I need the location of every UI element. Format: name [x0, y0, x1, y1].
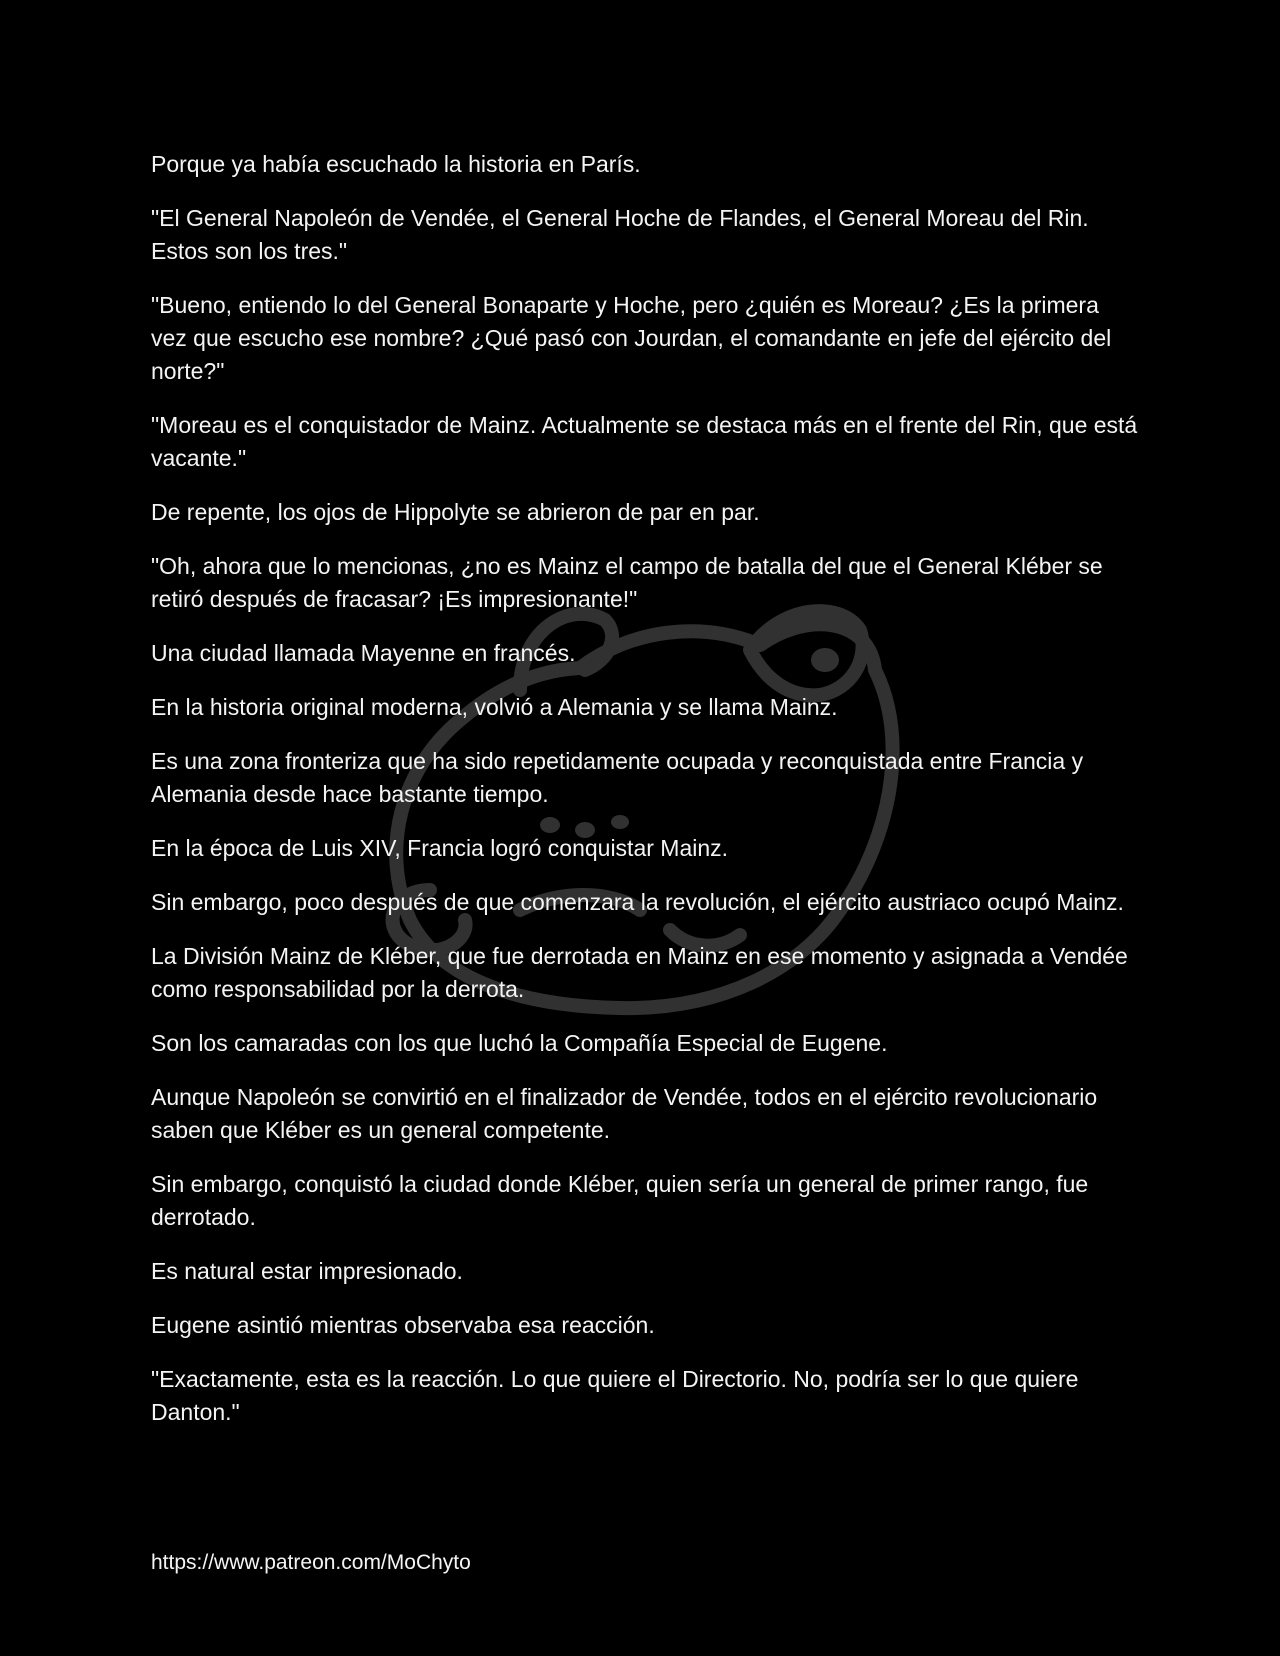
paragraph: La División Mainz de Kléber, que fue derrotada en Mainz en ese momento y asignada a Vendée como responsabilidad por la derrota. — [151, 943, 1128, 1002]
paragraph: Es una zona fronteriza que ha sido repetidamente ocupada y reconquistada entre Francia y Alemania desde hace bastante tiempo. — [151, 748, 1084, 807]
paragraph: "Bueno, entiendo lo del General Bonaparte y Hoche, pero ¿quién es Moreau? ¿Es la primera vez que escucho ese nombre? ¿Qué pasó con Jourdan, el comandante en jefe del ejército del norte?" — [151, 292, 1112, 384]
paragraph: De repente, los ojos de Hippolyte se abrieron de par en par. — [151, 499, 760, 525]
paragraph: En la época de Luis XIV, Francia logró conquistar Mainz. — [151, 835, 729, 861]
paragraph: "Oh, ahora que lo mencionas, ¿no es Mainz el campo de batalla del que el General Kléber se retiró después de fracasar? ¡Es impresionante!" — [151, 553, 1103, 612]
paragraph: Porque ya había escuchado la historia en París. — [151, 151, 641, 177]
paragraph: "Exactamente, esta es la reacción. Lo que quiere el Directorio. No, podría ser lo que quiere Danton." — [151, 1366, 1079, 1425]
paragraph: Aunque Napoleón se convirtió en el finalizador de Vendée, todos en el ejército revolucionario saben que Kléber es un general competente. — [151, 1084, 1098, 1143]
paragraph: Es natural estar impresionado. — [151, 1258, 463, 1284]
paragraph: Sin embargo, poco después de que comenzara la revolución, el ejército austriaco ocupó Mainz. — [151, 889, 1124, 915]
paragraph: Una ciudad llamada Mayenne en francés. — [151, 640, 576, 666]
paragraph: "Moreau es el conquistador de Mainz. Actualmente se destaca más en el frente del Rin, que está vacante." — [151, 412, 1138, 471]
paragraph: En la historia original moderna, volvió a Alemania y se llama Mainz. — [151, 694, 838, 720]
paragraph: Eugene asintió mientras observaba esa reacción. — [151, 1312, 655, 1338]
paragraph: Sin embargo, conquistó la ciudad donde Kléber, quien sería un general de primer rango, fue derrotado. — [151, 1171, 1089, 1230]
patreon-link[interactable]: https://www.patreon.com/MoChyto — [151, 1551, 471, 1574]
paragraph: Son los camaradas con los que luchó la Compañía Especial de Eugene. — [151, 1030, 888, 1056]
chapter-text — [151, 148, 1141, 1450]
paragraph: "El General Napoleón de Vendée, el General Hoche de Flandes, el General Moreau del Rin. Estos son los tres." — [151, 205, 1089, 264]
